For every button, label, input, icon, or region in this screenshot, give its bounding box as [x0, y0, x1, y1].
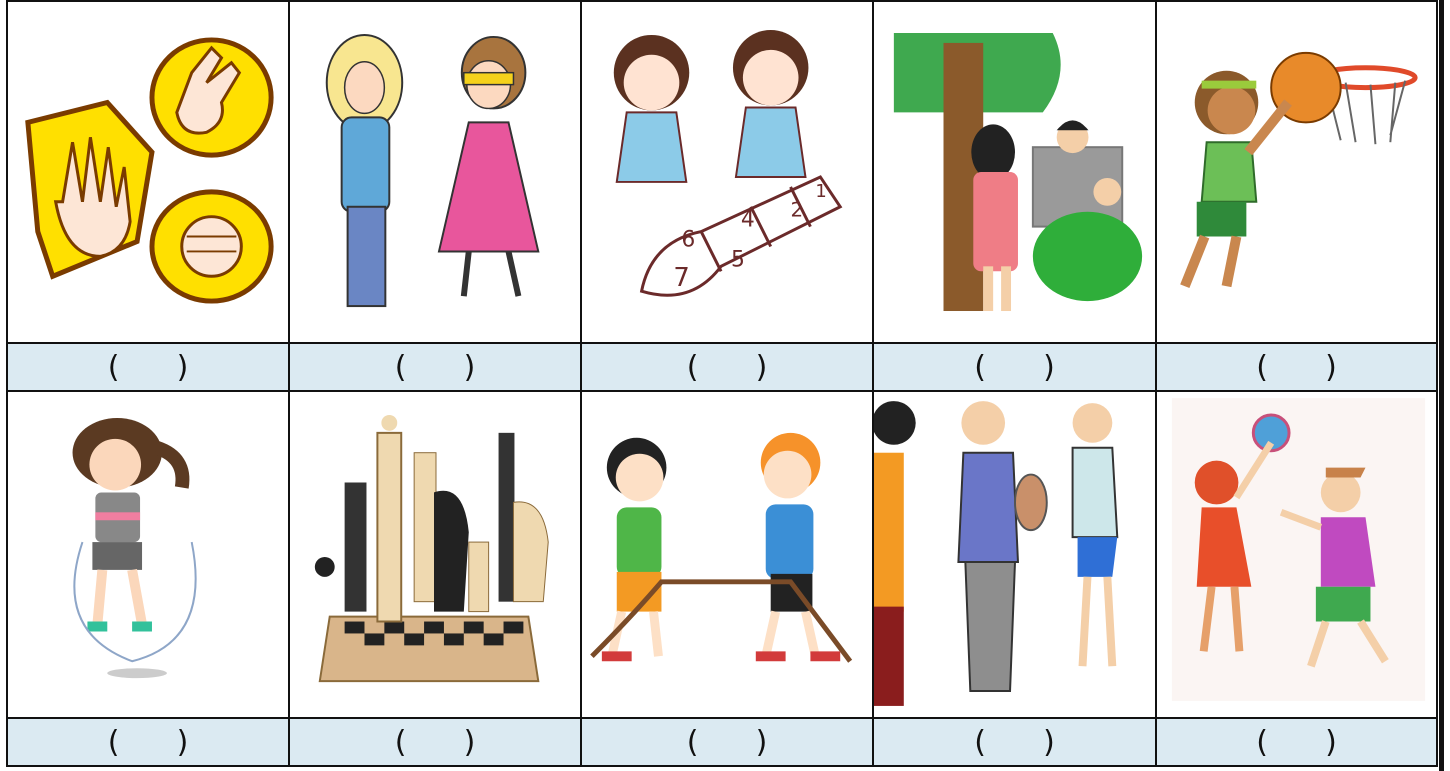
answer-blank[interactable]: [1156, 343, 1437, 391]
answer-parentheses: ( ): [394, 349, 476, 385]
answer-parentheses: ( ): [1256, 349, 1337, 385]
picture-volleyball: [1156, 391, 1437, 718]
hopscotch-number: 5: [730, 247, 745, 273]
chess-illustration: [290, 392, 580, 717]
answer-parentheses: ( ): [686, 349, 768, 385]
jump-rope-illustration: [8, 392, 288, 717]
right-border-bar: [1439, 0, 1444, 771]
rock-paper-scissors-illustration: [8, 2, 288, 342]
answer-blank[interactable]: [873, 343, 1156, 391]
answer-blank[interactable]: [289, 343, 581, 391]
answer-parentheses: ( ): [107, 724, 189, 760]
answer-parentheses: ( ): [974, 724, 1055, 760]
games-table: [6, 0, 1438, 767]
answer-parentheses: ( ): [394, 724, 476, 760]
answer-row-1: [7, 343, 1437, 391]
blind-mans-bluff-illustration: [290, 2, 580, 342]
hopscotch-number: 2: [790, 198, 804, 222]
hopscotch-number: 6: [681, 227, 696, 253]
hopscotch-number: 1: [815, 180, 827, 202]
answer-blank[interactable]: [1156, 718, 1437, 766]
volleyball-illustration: [1157, 392, 1436, 717]
answer-blank[interactable]: [7, 343, 289, 391]
hide-and-seek-illustration: [874, 2, 1155, 342]
hopscotch-number: 4: [740, 207, 755, 233]
answer-blank[interactable]: [581, 343, 873, 391]
answer-blank[interactable]: [581, 718, 873, 766]
answer-parentheses: ( ): [974, 349, 1055, 385]
picture-tug-of-war: [581, 391, 873, 718]
hopscotch-number: 7: [673, 263, 690, 294]
answer-blank[interactable]: [7, 718, 289, 766]
picture-jump-rope: [7, 391, 289, 718]
answer-blank[interactable]: [289, 718, 581, 766]
answer-parentheses: ( ): [1256, 724, 1337, 760]
picture-blind-mans-bluff: [289, 1, 581, 343]
answer-parentheses: ( ): [107, 349, 189, 385]
answer-parentheses: ( ): [686, 724, 768, 760]
picture-basketball: [1156, 1, 1437, 343]
picture-rock-paper-scissors: [7, 1, 289, 343]
picture-hide-and-seek: [873, 1, 1156, 343]
picture-row-2: [7, 391, 1437, 718]
basketball-illustration: [1157, 2, 1436, 342]
worksheet: [6, 0, 1436, 771]
answer-blank[interactable]: [873, 718, 1156, 766]
answer-row-2: [7, 718, 1437, 766]
picture-chess: [289, 391, 581, 718]
picture-row-1: [7, 1, 1437, 343]
dodgeball-illustration: [874, 392, 1155, 717]
picture-dodgeball: [873, 391, 1156, 718]
picture-hopscotch: [581, 1, 873, 343]
tug-of-war-illustration: [582, 392, 872, 717]
hopscotch-illustration: [582, 2, 872, 342]
